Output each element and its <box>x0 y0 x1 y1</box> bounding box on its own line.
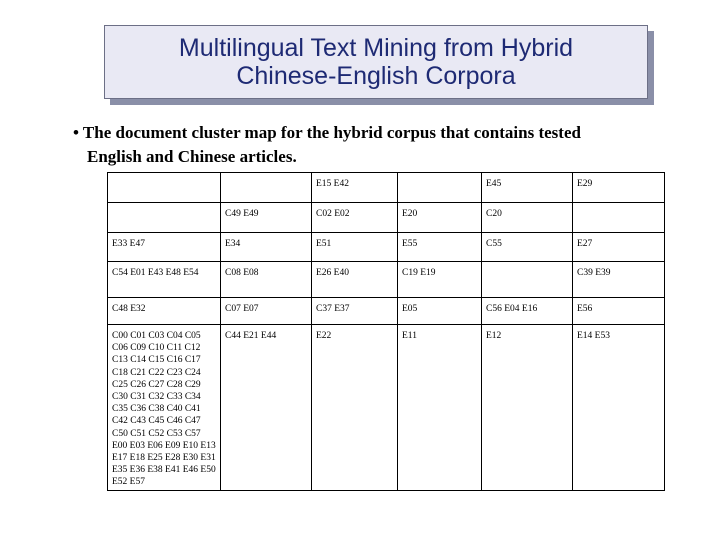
table-cell: C07 E07 <box>221 298 312 325</box>
table-cell <box>398 173 482 203</box>
table-cell: E22 <box>312 325 398 491</box>
table-cell: C44 E21 E44 <box>221 325 312 491</box>
table-cell: E33 E47 <box>108 233 221 262</box>
table-cell: C20 <box>482 203 573 233</box>
bullet-marker: • <box>73 123 83 142</box>
table-row <box>108 298 665 325</box>
table-cell: E29 <box>573 173 665 203</box>
table-cell: C02 E02 <box>312 203 398 233</box>
table-cell: C39 E39 <box>573 262 665 298</box>
table-cell: E56 <box>573 298 665 325</box>
table-cell: E55 <box>398 233 482 262</box>
table-cell: E14 E53 <box>573 325 665 491</box>
table-cell: C00 C01 C03 C04 C05 C06 C09 C10 C11 C12 C13 C14 C15 C16 C17 C18 C21 C22 C23 C24 C25 C26 C27 C28 C29 C30 C31 C32 C33 C34 C35 C36 C38 C40 C41 C42 C43 C45 C46 C47 C50 C51 C52 C53 C57 E00 E03 E06 E09 E10 E13 E17 E18 E25 E28 E30 E31 E35 E36 E38 E41 E46 E50 E52 E57 <box>108 325 221 491</box>
table-cell <box>573 203 665 233</box>
table-cell: C55 <box>482 233 573 262</box>
table-cell: C54 E01 E43 E48 E54 <box>108 262 221 298</box>
table-cell <box>108 203 221 233</box>
table-row <box>108 233 665 262</box>
table-cell: E15 E42 <box>312 173 398 203</box>
slide-title-box <box>104 25 648 99</box>
table-row <box>108 262 665 298</box>
table-cell: C48 E32 <box>108 298 221 325</box>
table-cell <box>221 173 312 203</box>
table-cell: C37 E37 <box>312 298 398 325</box>
table-cell: E05 <box>398 298 482 325</box>
table-cell: C08 E08 <box>221 262 312 298</box>
table-cell: E45 <box>482 173 573 203</box>
slide-title-line-2: Chinese-English Corpora <box>236 62 516 90</box>
table-cell: C49 E49 <box>221 203 312 233</box>
table-row <box>108 173 665 203</box>
bullet-text-line-1: The document cluster map for the hybrid corpus that contains tested <box>82 123 581 142</box>
table-row <box>108 325 665 491</box>
table-cell: E26 E40 <box>312 262 398 298</box>
table-cell: E34 <box>221 233 312 262</box>
table-cell: E51 <box>312 233 398 262</box>
table-cell: E27 <box>573 233 665 262</box>
table-cell <box>482 262 573 298</box>
table-cell: E12 <box>482 325 573 491</box>
slide-title-line-1: Multilingual Text Mining from Hybrid <box>178 34 574 62</box>
table-cell: E11 <box>398 325 482 491</box>
table-cell <box>108 173 221 203</box>
table-cell: C19 E19 <box>398 262 482 298</box>
table-row <box>108 203 665 233</box>
table-cell: C56 E04 E16 <box>482 298 573 325</box>
bullet-text-line-2: English and Chinese articles. <box>87 147 297 166</box>
cluster-map-table <box>107 172 665 491</box>
bullet-point <box>73 121 693 169</box>
table-cell: E20 <box>398 203 482 233</box>
